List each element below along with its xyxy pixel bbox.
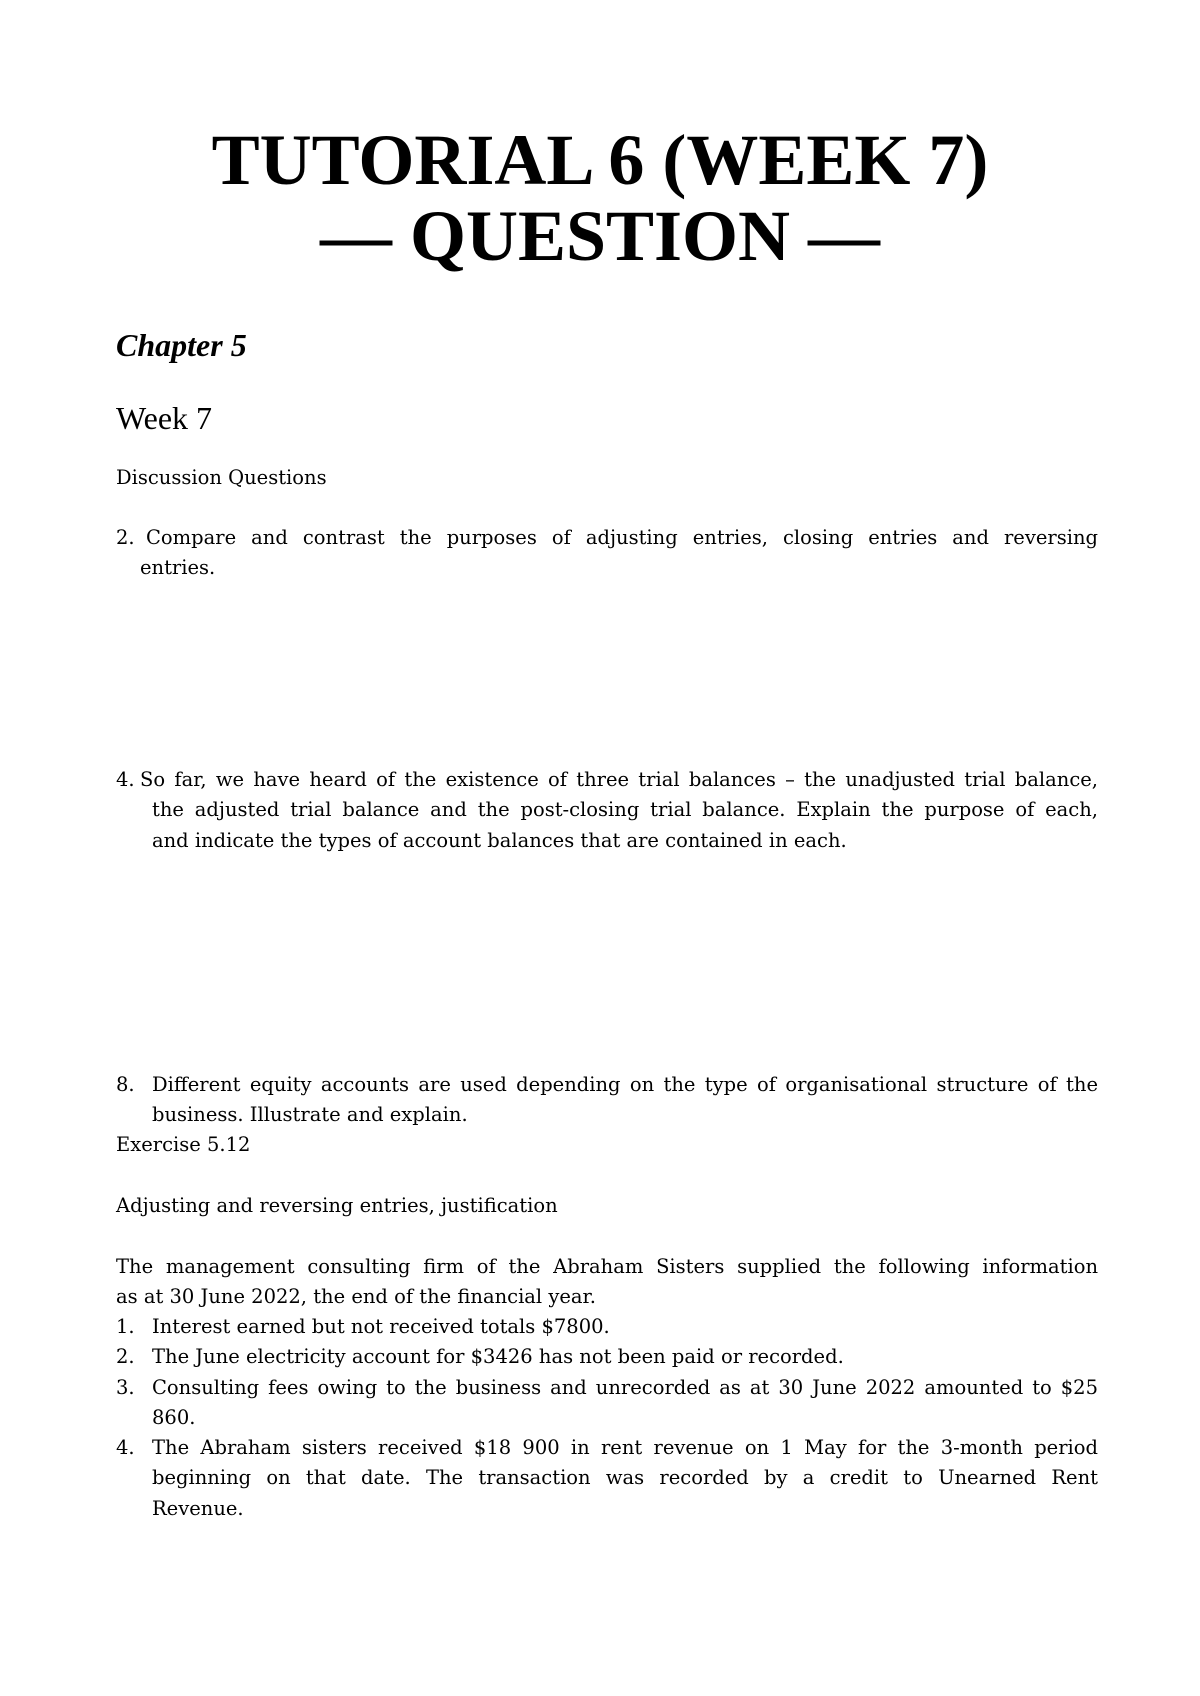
list-item-text: 860.: [152, 1406, 196, 1429]
question-text-line: and indicate the types of account balances that are contained in each.: [152, 829, 847, 852]
question-text-line: Different equity accounts are used depending on the type of organisational structure of the: [152, 1073, 1098, 1096]
list-item-number: 1.: [116, 1315, 135, 1338]
list-item-text: beginning on that date. The transaction was recorded by a credit to Unearned Rent: [152, 1466, 1098, 1489]
list-item-text: The Abraham sisters received $18 900 in rent revenue on 1 May for the 3-month period: [152, 1436, 1098, 1459]
list-item-number: 4.: [116, 1436, 135, 1459]
question-number: 2.: [116, 526, 135, 549]
question-number: 4.: [116, 768, 135, 791]
question-number: 8.: [116, 1073, 135, 1096]
chapter-heading: Chapter 5: [116, 327, 247, 363]
week-heading: Week 7: [116, 400, 213, 436]
list-item-number: 2.: [116, 1345, 135, 1368]
list-item-text: Revenue.: [152, 1497, 244, 1520]
page-title-line-1: TUTORIAL 6 (WEEK 7): [211, 120, 989, 200]
section-heading: Discussion Questions: [116, 466, 327, 489]
exercise-intro-line: as at 30 June 2022, the end of the financial year.: [116, 1285, 596, 1308]
question-text-line: Compare and contrast the purposes of adjusting entries, closing entries and reversing: [146, 526, 1098, 549]
exercise-heading: Adjusting and reversing entries, justification: [116, 1194, 558, 1217]
question-text-line: the adjusted trial balance and the post-closing trial balance. Explain the purpose of each,: [152, 798, 1098, 821]
question-text-line: So far, we have heard of the existence of three trial balances – the unadjusted trial balance,: [140, 768, 1098, 791]
question-text-line: entries.: [140, 556, 216, 579]
question-text-line: business. Illustrate and explain.: [152, 1103, 468, 1126]
list-item-text: Consulting fees owing to the business and unrecorded as at 30 June 2022 amounted to $25: [152, 1376, 1098, 1399]
list-item-text: Interest earned but not received totals $7800.: [152, 1315, 610, 1338]
list-item-text: The June electricity account for $3426 has not been paid or recorded.: [152, 1345, 844, 1368]
page-title-line-2: — QUESTION —: [319, 196, 881, 276]
exercise-intro-line: The management consulting firm of the Abraham Sisters supplied the following information: [116, 1255, 1098, 1278]
exercise-label: Exercise 5.12: [116, 1133, 251, 1156]
list-item-number: 3.: [116, 1376, 135, 1399]
